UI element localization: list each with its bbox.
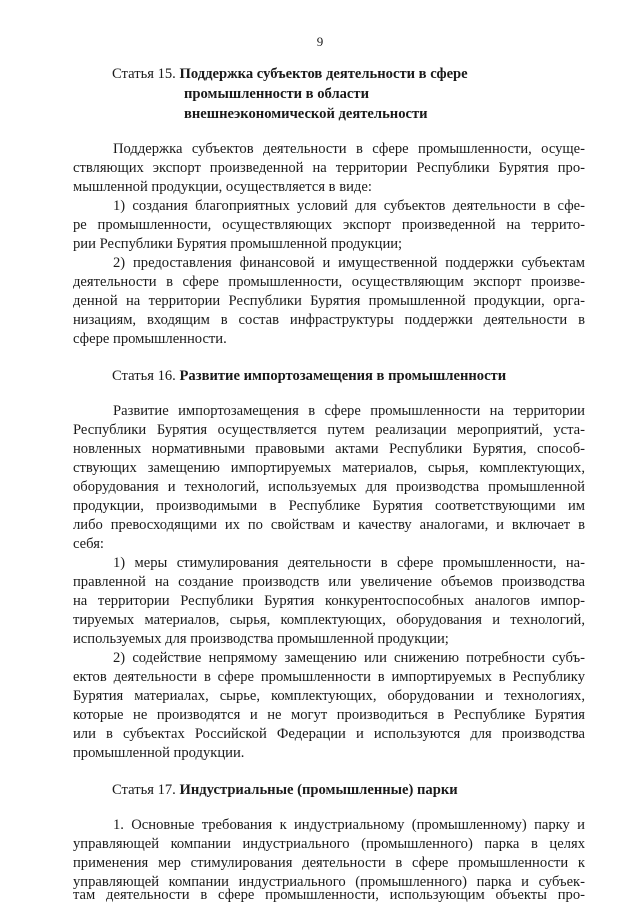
article-16-text-line: Республики Бурятия осуществляется путем реализации мероприятий, уста- (73, 422, 585, 438)
article-16-text-line: продукции, производимыми в Республике Бурятия соответствующими им (73, 498, 585, 514)
article-17-heading (112, 781, 458, 800)
article-16-text-line: 2) содействие непрямому замещению или снижению потребности субъ- (113, 650, 585, 666)
article-17-label: Статья 17. (112, 782, 176, 798)
article-16-text-line: правленной на создание производств или увеличение объемов производства (73, 574, 585, 590)
article-15-text-line: деятельности в сфере промышленности, осуществляющим экспорт произве- (73, 274, 585, 290)
article-16-text-line: промышленной продукции. (73, 745, 245, 761)
article-15-text-line: ствляющих экспорт произведенной на территории Республики Бурятия про- (73, 160, 585, 176)
article-15-label: Статья 15. (112, 66, 176, 82)
article-17-title: Индустриальные (промышленные) парки (179, 782, 458, 798)
article-16-title: Развитие импортозамещения в промышленности (179, 368, 507, 384)
article-16-text-line: которые не производятся и не могут производиться в Республике Бурятия (73, 707, 585, 723)
article-16-label: Статья 16. (112, 368, 176, 384)
article-16-text-line: ектов деятельности в сфере промышленности в импортируемых в Республику (73, 669, 585, 685)
article-16-text-line: оборудования и технологий, используемых для производства промышленной (73, 479, 585, 495)
article-17-text-line: там деятельности в сфере промышленности, использующим объекты про- (73, 887, 585, 903)
article-15-text-line: денной на территории Республики Бурятия промышленной продукции, орга- (73, 293, 585, 309)
article-16-text-line: на территории Республики Бурятия конкурентоспособных аналогов импор- (73, 593, 585, 609)
article-16-text-line: новленных нормативными правовыми актами Республики Бурятия, способ- (73, 441, 585, 457)
article-15-text-line: ре промышленности, осуществляющих экспорт произведенной на террито- (73, 217, 585, 233)
article-16-text-line: тируемых материалов, сырья, комплектующих, оборудования и технологий, (73, 612, 585, 628)
article-16-text-line: используемых для производства промышленной продукции; (73, 631, 449, 647)
article-16-text-line: ствующих замещению импортируемых материалов, сырья, комплектующих, (73, 460, 585, 476)
page-number: 9 (316, 34, 324, 49)
article-17-text-line: 1. Основные требования к индустриальному (промышленному) парку и (113, 817, 585, 833)
article-15-heading (112, 65, 468, 84)
article-15-text-line: 2) предоставления финансовой и имущественной поддержки субъектам (113, 255, 585, 271)
article-15-text-line: низациям, входящим в состав инфраструктуры поддержки деятельности в (73, 312, 585, 328)
article-17-text-line: управляющей компании индустриального (промышленного) парка и субъек- (73, 874, 585, 890)
article-16-text-line: Бурятия материалах, сырье, комплектующих, оборудовании и технологиях, (73, 688, 585, 704)
article-16-text-line: себя: (73, 536, 104, 552)
article-15-text-line: Поддержка субъектов деятельности в сфере промышленности, осуще- (113, 141, 585, 157)
article-15-title-line-2: промышленности в области (184, 86, 369, 102)
article-15-text-line: мышленной продукции, осуществляется в виде: (73, 179, 372, 195)
article-17-text-line: управляющей компании индустриального (промышленного) парка в целях (73, 836, 585, 852)
article-16-text-line: либо превосходящими их по свойствам и качеству аналогами, и включает в (73, 517, 585, 533)
article-16-text-line: или в субъектах Российской Федерации и используются для производства (73, 726, 585, 742)
article-15-text-line: рии Республики Бурятия промышленной продукции; (73, 236, 403, 252)
article-16-text-line: Развитие импортозамещения в сфере промышленности на территории (113, 403, 585, 419)
article-15-title-line-3: внешнеэкономической деятельности (184, 106, 428, 122)
article-15-title-line-1: Поддержка субъектов деятельности в сфере (179, 66, 468, 82)
article-16-heading (112, 367, 506, 386)
article-15-text-line: сфере промышленности. (73, 331, 227, 347)
article-15-text-line: 1) создания благоприятных условий для субъектов деятельности в сфе- (113, 198, 585, 214)
article-16-text-line: 1) меры стимулирования деятельности в сфере промышленности, на- (113, 555, 585, 571)
article-17-text-line: применения мер стимулирования деятельности в сфере промышленности к (73, 855, 585, 871)
